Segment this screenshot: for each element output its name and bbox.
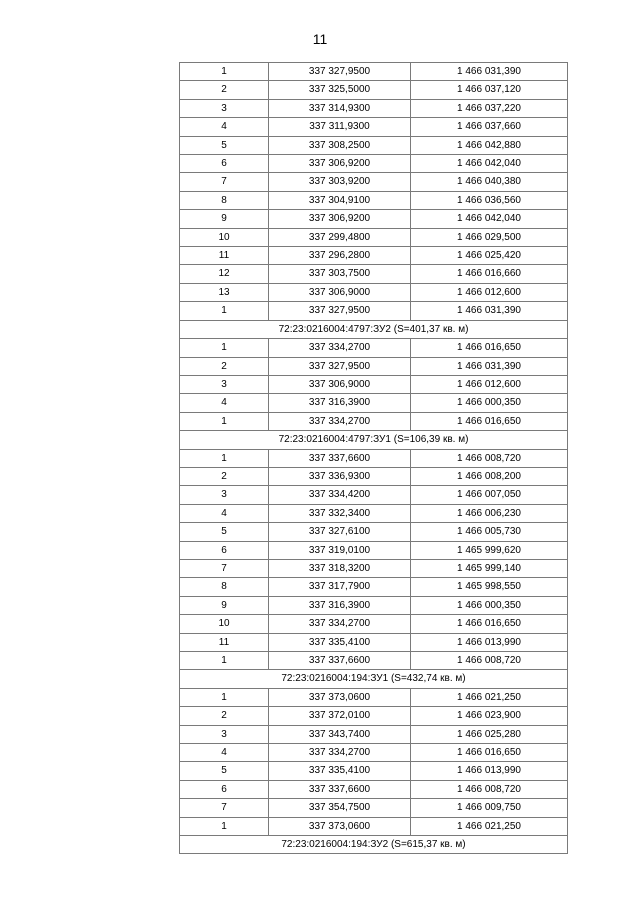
x-coordinate-cell: 337 334,2700 [269, 615, 411, 633]
x-coordinate-cell: 337 308,2500 [269, 136, 411, 154]
point-number-cell: 5 [180, 762, 269, 780]
parcel-caption: 72:23:0216004:4797:ЗУ2 (S=401,37 кв. м) [180, 320, 568, 338]
coordinates-table-body [180, 63, 568, 854]
y-coordinate-cell: 1 466 007,050 [411, 486, 568, 504]
y-coordinate-cell: 1 466 012,600 [411, 375, 568, 393]
point-number-cell: 7 [180, 173, 269, 191]
y-coordinate-cell: 1 466 008,720 [411, 652, 568, 670]
point-number-cell: 2 [180, 81, 269, 99]
table-row [180, 63, 568, 81]
point-number-cell: 1 [180, 652, 269, 670]
x-coordinate-cell: 337 354,7500 [269, 799, 411, 817]
point-number-cell: 2 [180, 707, 269, 725]
x-coordinate-cell: 337 319,0100 [269, 541, 411, 559]
point-number-cell: 9 [180, 210, 269, 228]
point-number-cell: 11 [180, 633, 269, 651]
y-coordinate-cell: 1 466 008,720 [411, 780, 568, 798]
table-row [180, 652, 568, 670]
x-coordinate-cell: 337 373,0600 [269, 688, 411, 706]
x-coordinate-cell: 337 372,0100 [269, 707, 411, 725]
y-coordinate-cell: 1 466 040,380 [411, 173, 568, 191]
y-coordinate-cell: 1 466 016,650 [411, 615, 568, 633]
point-number-cell: 2 [180, 467, 269, 485]
y-coordinate-cell: 1 466 016,650 [411, 339, 568, 357]
y-coordinate-cell: 1 465 998,550 [411, 578, 568, 596]
y-coordinate-cell: 1 466 036,560 [411, 191, 568, 209]
point-number-cell: 3 [180, 99, 269, 117]
table-row [180, 725, 568, 743]
point-number-cell: 6 [180, 541, 269, 559]
y-coordinate-cell: 1 466 029,500 [411, 228, 568, 246]
x-coordinate-cell: 337 316,3900 [269, 394, 411, 412]
point-number-cell: 13 [180, 283, 269, 301]
table-row [180, 523, 568, 541]
x-coordinate-cell: 337 296,2800 [269, 247, 411, 265]
table-row [180, 155, 568, 173]
y-coordinate-cell: 1 466 000,350 [411, 596, 568, 614]
x-coordinate-cell: 337 334,2700 [269, 412, 411, 430]
parcel-caption-row [180, 431, 568, 449]
table-row [180, 780, 568, 798]
table-row [180, 81, 568, 99]
y-coordinate-cell: 1 465 999,140 [411, 559, 568, 577]
point-number-cell: 9 [180, 596, 269, 614]
point-number-cell: 3 [180, 725, 269, 743]
y-coordinate-cell: 1 466 042,040 [411, 155, 568, 173]
x-coordinate-cell: 337 314,9300 [269, 99, 411, 117]
x-coordinate-cell: 337 317,7900 [269, 578, 411, 596]
table-row [180, 265, 568, 283]
table-row [180, 136, 568, 154]
point-number-cell: 6 [180, 780, 269, 798]
parcel-caption-row [180, 320, 568, 338]
y-coordinate-cell: 1 466 023,900 [411, 707, 568, 725]
y-coordinate-cell: 1 466 008,200 [411, 467, 568, 485]
y-coordinate-cell: 1 466 021,250 [411, 817, 568, 835]
x-coordinate-cell: 337 304,9100 [269, 191, 411, 209]
y-coordinate-cell: 1 466 013,990 [411, 633, 568, 651]
y-coordinate-cell: 1 466 016,660 [411, 265, 568, 283]
table-row [180, 247, 568, 265]
x-coordinate-cell: 337 327,9500 [269, 63, 411, 81]
table-row [180, 210, 568, 228]
x-coordinate-cell: 337 335,4100 [269, 762, 411, 780]
table-row [180, 744, 568, 762]
point-number-cell: 3 [180, 375, 269, 393]
y-coordinate-cell: 1 466 021,250 [411, 688, 568, 706]
parcel-caption: 72:23:0216004:4797:ЗУ1 (S=106,39 кв. м) [180, 431, 568, 449]
x-coordinate-cell: 337 332,3400 [269, 504, 411, 522]
table-row [180, 559, 568, 577]
y-coordinate-cell: 1 466 031,390 [411, 63, 568, 81]
x-coordinate-cell: 337 316,3900 [269, 596, 411, 614]
y-coordinate-cell: 1 466 042,040 [411, 210, 568, 228]
table-row [180, 486, 568, 504]
y-coordinate-cell: 1 466 031,390 [411, 357, 568, 375]
table-row [180, 541, 568, 559]
point-number-cell: 1 [180, 63, 269, 81]
table-row [180, 283, 568, 301]
point-number-cell: 1 [180, 688, 269, 706]
point-number-cell: 4 [180, 118, 269, 136]
point-number-cell: 1 [180, 449, 269, 467]
x-coordinate-cell: 337 306,9200 [269, 155, 411, 173]
x-coordinate-cell: 337 337,6600 [269, 652, 411, 670]
y-coordinate-cell: 1 466 005,730 [411, 523, 568, 541]
table-row [180, 817, 568, 835]
y-coordinate-cell: 1 466 037,220 [411, 99, 568, 117]
table-row [180, 707, 568, 725]
table-row [180, 99, 568, 117]
x-coordinate-cell: 337 343,7400 [269, 725, 411, 743]
y-coordinate-cell: 1 466 008,720 [411, 449, 568, 467]
table-row [180, 633, 568, 651]
y-coordinate-cell: 1 466 037,660 [411, 118, 568, 136]
table-row [180, 799, 568, 817]
table-row [180, 467, 568, 485]
parcel-caption-row [180, 836, 568, 854]
y-coordinate-cell: 1 466 025,420 [411, 247, 568, 265]
x-coordinate-cell: 337 303,7500 [269, 265, 411, 283]
y-coordinate-cell: 1 466 013,990 [411, 762, 568, 780]
point-number-cell: 12 [180, 265, 269, 283]
table-row [180, 762, 568, 780]
y-coordinate-cell: 1 466 009,750 [411, 799, 568, 817]
point-number-cell: 1 [180, 339, 269, 357]
parcel-caption: 72:23:0216004:194:ЗУ1 (S=432,74 кв. м) [180, 670, 568, 688]
table-row [180, 596, 568, 614]
table-row [180, 412, 568, 430]
x-coordinate-cell: 337 318,3200 [269, 559, 411, 577]
x-coordinate-cell: 337 334,4200 [269, 486, 411, 504]
table-row [180, 615, 568, 633]
point-number-cell: 1 [180, 302, 269, 320]
table-row [180, 504, 568, 522]
point-number-cell: 1 [180, 817, 269, 835]
table-row [180, 173, 568, 191]
x-coordinate-cell: 337 306,9000 [269, 375, 411, 393]
x-coordinate-cell: 337 335,4100 [269, 633, 411, 651]
x-coordinate-cell: 337 336,9300 [269, 467, 411, 485]
x-coordinate-cell: 337 337,6600 [269, 449, 411, 467]
x-coordinate-cell: 337 299,4800 [269, 228, 411, 246]
y-coordinate-cell: 1 466 031,390 [411, 302, 568, 320]
table-row [180, 688, 568, 706]
y-coordinate-cell: 1 466 012,600 [411, 283, 568, 301]
x-coordinate-cell: 337 303,9200 [269, 173, 411, 191]
x-coordinate-cell: 337 306,9000 [269, 283, 411, 301]
x-coordinate-cell: 337 373,0600 [269, 817, 411, 835]
x-coordinate-cell: 337 327,9500 [269, 302, 411, 320]
y-coordinate-cell: 1 466 037,120 [411, 81, 568, 99]
table-row [180, 375, 568, 393]
table-row [180, 118, 568, 136]
point-number-cell: 4 [180, 394, 269, 412]
point-number-cell: 8 [180, 578, 269, 596]
table-row [180, 302, 568, 320]
parcel-caption-row [180, 670, 568, 688]
y-coordinate-cell: 1 466 025,280 [411, 725, 568, 743]
x-coordinate-cell: 337 327,9500 [269, 357, 411, 375]
y-coordinate-cell: 1 466 000,350 [411, 394, 568, 412]
point-number-cell: 11 [180, 247, 269, 265]
point-number-cell: 8 [180, 191, 269, 209]
x-coordinate-cell: 337 334,2700 [269, 339, 411, 357]
x-coordinate-cell: 337 334,2700 [269, 744, 411, 762]
table-row [180, 449, 568, 467]
table-row [180, 191, 568, 209]
point-number-cell: 10 [180, 615, 269, 633]
table-row [180, 339, 568, 357]
table-row [180, 578, 568, 596]
point-number-cell: 10 [180, 228, 269, 246]
coordinates-table [179, 62, 568, 854]
y-coordinate-cell: 1 466 016,650 [411, 744, 568, 762]
x-coordinate-cell: 337 337,6600 [269, 780, 411, 798]
y-coordinate-cell: 1 466 006,230 [411, 504, 568, 522]
point-number-cell: 5 [180, 523, 269, 541]
x-coordinate-cell: 337 327,6100 [269, 523, 411, 541]
y-coordinate-cell: 1 466 042,880 [411, 136, 568, 154]
x-coordinate-cell: 337 325,5000 [269, 81, 411, 99]
y-coordinate-cell: 1 465 999,620 [411, 541, 568, 559]
parcel-caption: 72:23:0216004:194:ЗУ2 (S=615,37 кв. м) [180, 836, 568, 854]
page-number: 11 [312, 31, 328, 47]
point-number-cell: 5 [180, 136, 269, 154]
point-number-cell: 3 [180, 486, 269, 504]
point-number-cell: 1 [180, 412, 269, 430]
table-row [180, 357, 568, 375]
point-number-cell: 4 [180, 744, 269, 762]
point-number-cell: 7 [180, 559, 269, 577]
point-number-cell: 6 [180, 155, 269, 173]
point-number-cell: 2 [180, 357, 269, 375]
table-row [180, 228, 568, 246]
y-coordinate-cell: 1 466 016,650 [411, 412, 568, 430]
point-number-cell: 4 [180, 504, 269, 522]
x-coordinate-cell: 337 311,9300 [269, 118, 411, 136]
point-number-cell: 7 [180, 799, 269, 817]
table-row [180, 394, 568, 412]
x-coordinate-cell: 337 306,9200 [269, 210, 411, 228]
